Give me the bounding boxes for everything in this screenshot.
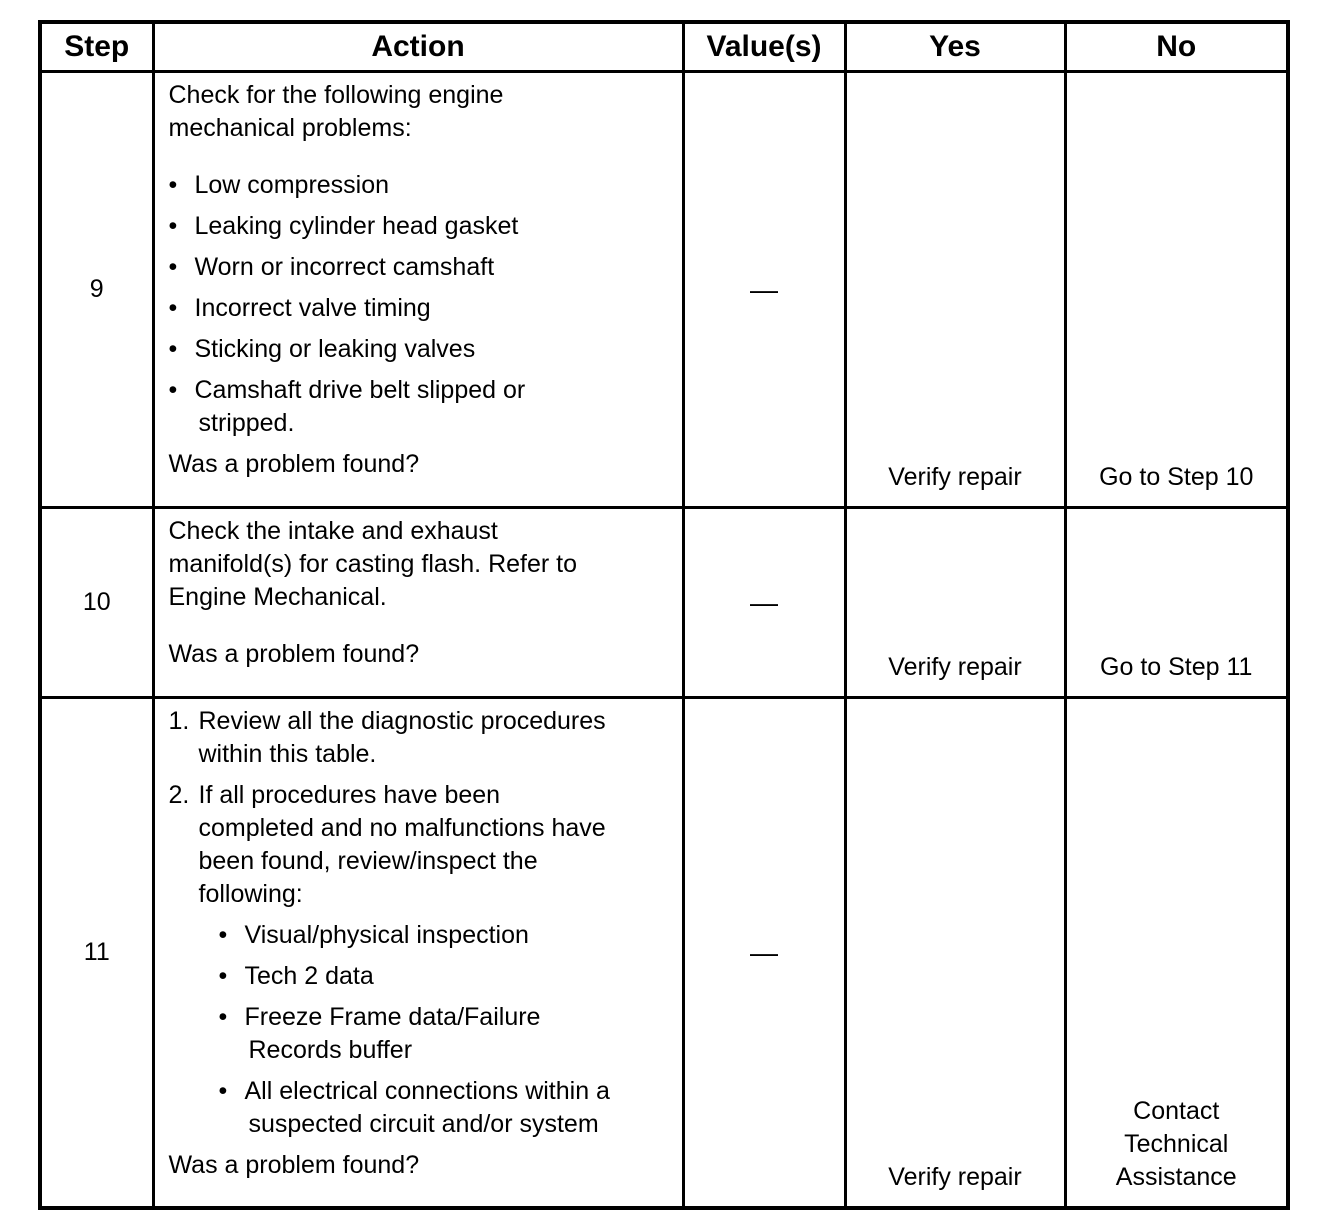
diagnostic-table [38,20,1290,1210]
question-text: Was a problem found? [168,1151,420,1179]
intro-line: Check the intake and exhaust [168,517,498,545]
header-row [40,22,1288,72]
list-item: 1. Review all the diagnostic procedures within this table. [168,707,606,768]
bullet-icon: • [168,171,178,199]
list-item: 2. If all procedures have been completed and no malfunctions have been found, review/inspect the following: • Visual/physical inspection • Tech 2 data • Freeze Frame data/Failure Records buffer • All electrical connections within a suspected circuit and/or system [169,779,672,1141]
bullet-icon: • [218,1077,228,1105]
inspection-list [219,919,672,1141]
list-item: • Sticking or leaking valves [169,333,672,366]
bullet-icon: • [168,212,178,240]
question-text: Was a problem found? [168,640,420,668]
action-cell [153,508,683,698]
header-values: Value(s) [683,22,845,72]
intro-line: Check for the following engine [168,81,504,109]
bullet-icon: • [168,335,178,363]
header-no: No [1065,22,1288,72]
yes-cell: Verify repair [845,698,1065,1209]
list-item: • Leaking cylinder head gasket [169,210,672,243]
step-number: 11 [40,698,153,1209]
list-item: • All electrical connections within a suspected circuit and/or system [218,1077,610,1138]
list-item: • Visual/physical inspection [219,919,672,952]
intro-line: mechanical problems: [168,114,412,142]
action-cell [153,698,683,1209]
table-row-step-10 [40,508,1288,698]
bullet-icon: • [218,921,228,949]
action-intro [169,515,672,614]
intro-line: Engine Mechanical. [168,583,387,611]
bullet-icon: • [218,1003,228,1031]
list-item: • Freeze Frame data/Failure Records buffer [218,1003,541,1064]
action-intro [169,79,672,145]
value-cell: — [683,698,845,1209]
value-cell: — [683,72,845,508]
list-item: • Low compression [169,169,672,202]
bullet-icon: • [168,253,178,281]
header-step: Step [40,22,153,72]
list-item: • Tech 2 data [219,960,672,993]
yes-cell: Verify repair [845,508,1065,698]
table-row-step-9 [40,72,1288,508]
value-cell: — [683,508,845,698]
list-item: • Camshaft drive belt slipped or stripped. [168,376,526,437]
step-number: 9 [40,72,153,508]
no-cell: Go to Step 11 [1065,508,1288,698]
header-yes: Yes [845,22,1065,72]
action-cell [153,72,683,508]
intro-line: manifold(s) for casting flash. Refer to [168,550,577,578]
question-text: Was a problem found? [168,450,420,478]
no-cell: Go to Step 10 [1065,72,1288,508]
step-number: 10 [40,508,153,698]
procedure-list [169,705,672,1141]
yes-cell: Verify repair [845,72,1065,508]
bullet-icon: • [168,294,178,322]
bullet-icon: • [168,376,178,404]
problem-list [169,169,672,440]
bullet-icon: • [218,962,228,990]
list-item: • Worn or incorrect camshaft [169,251,672,284]
table-row-step-11 [40,698,1288,1209]
list-item: • Incorrect valve timing [169,292,672,325]
no-cell: Contact Technical Assistance [1065,698,1288,1209]
header-action: Action [153,22,683,72]
